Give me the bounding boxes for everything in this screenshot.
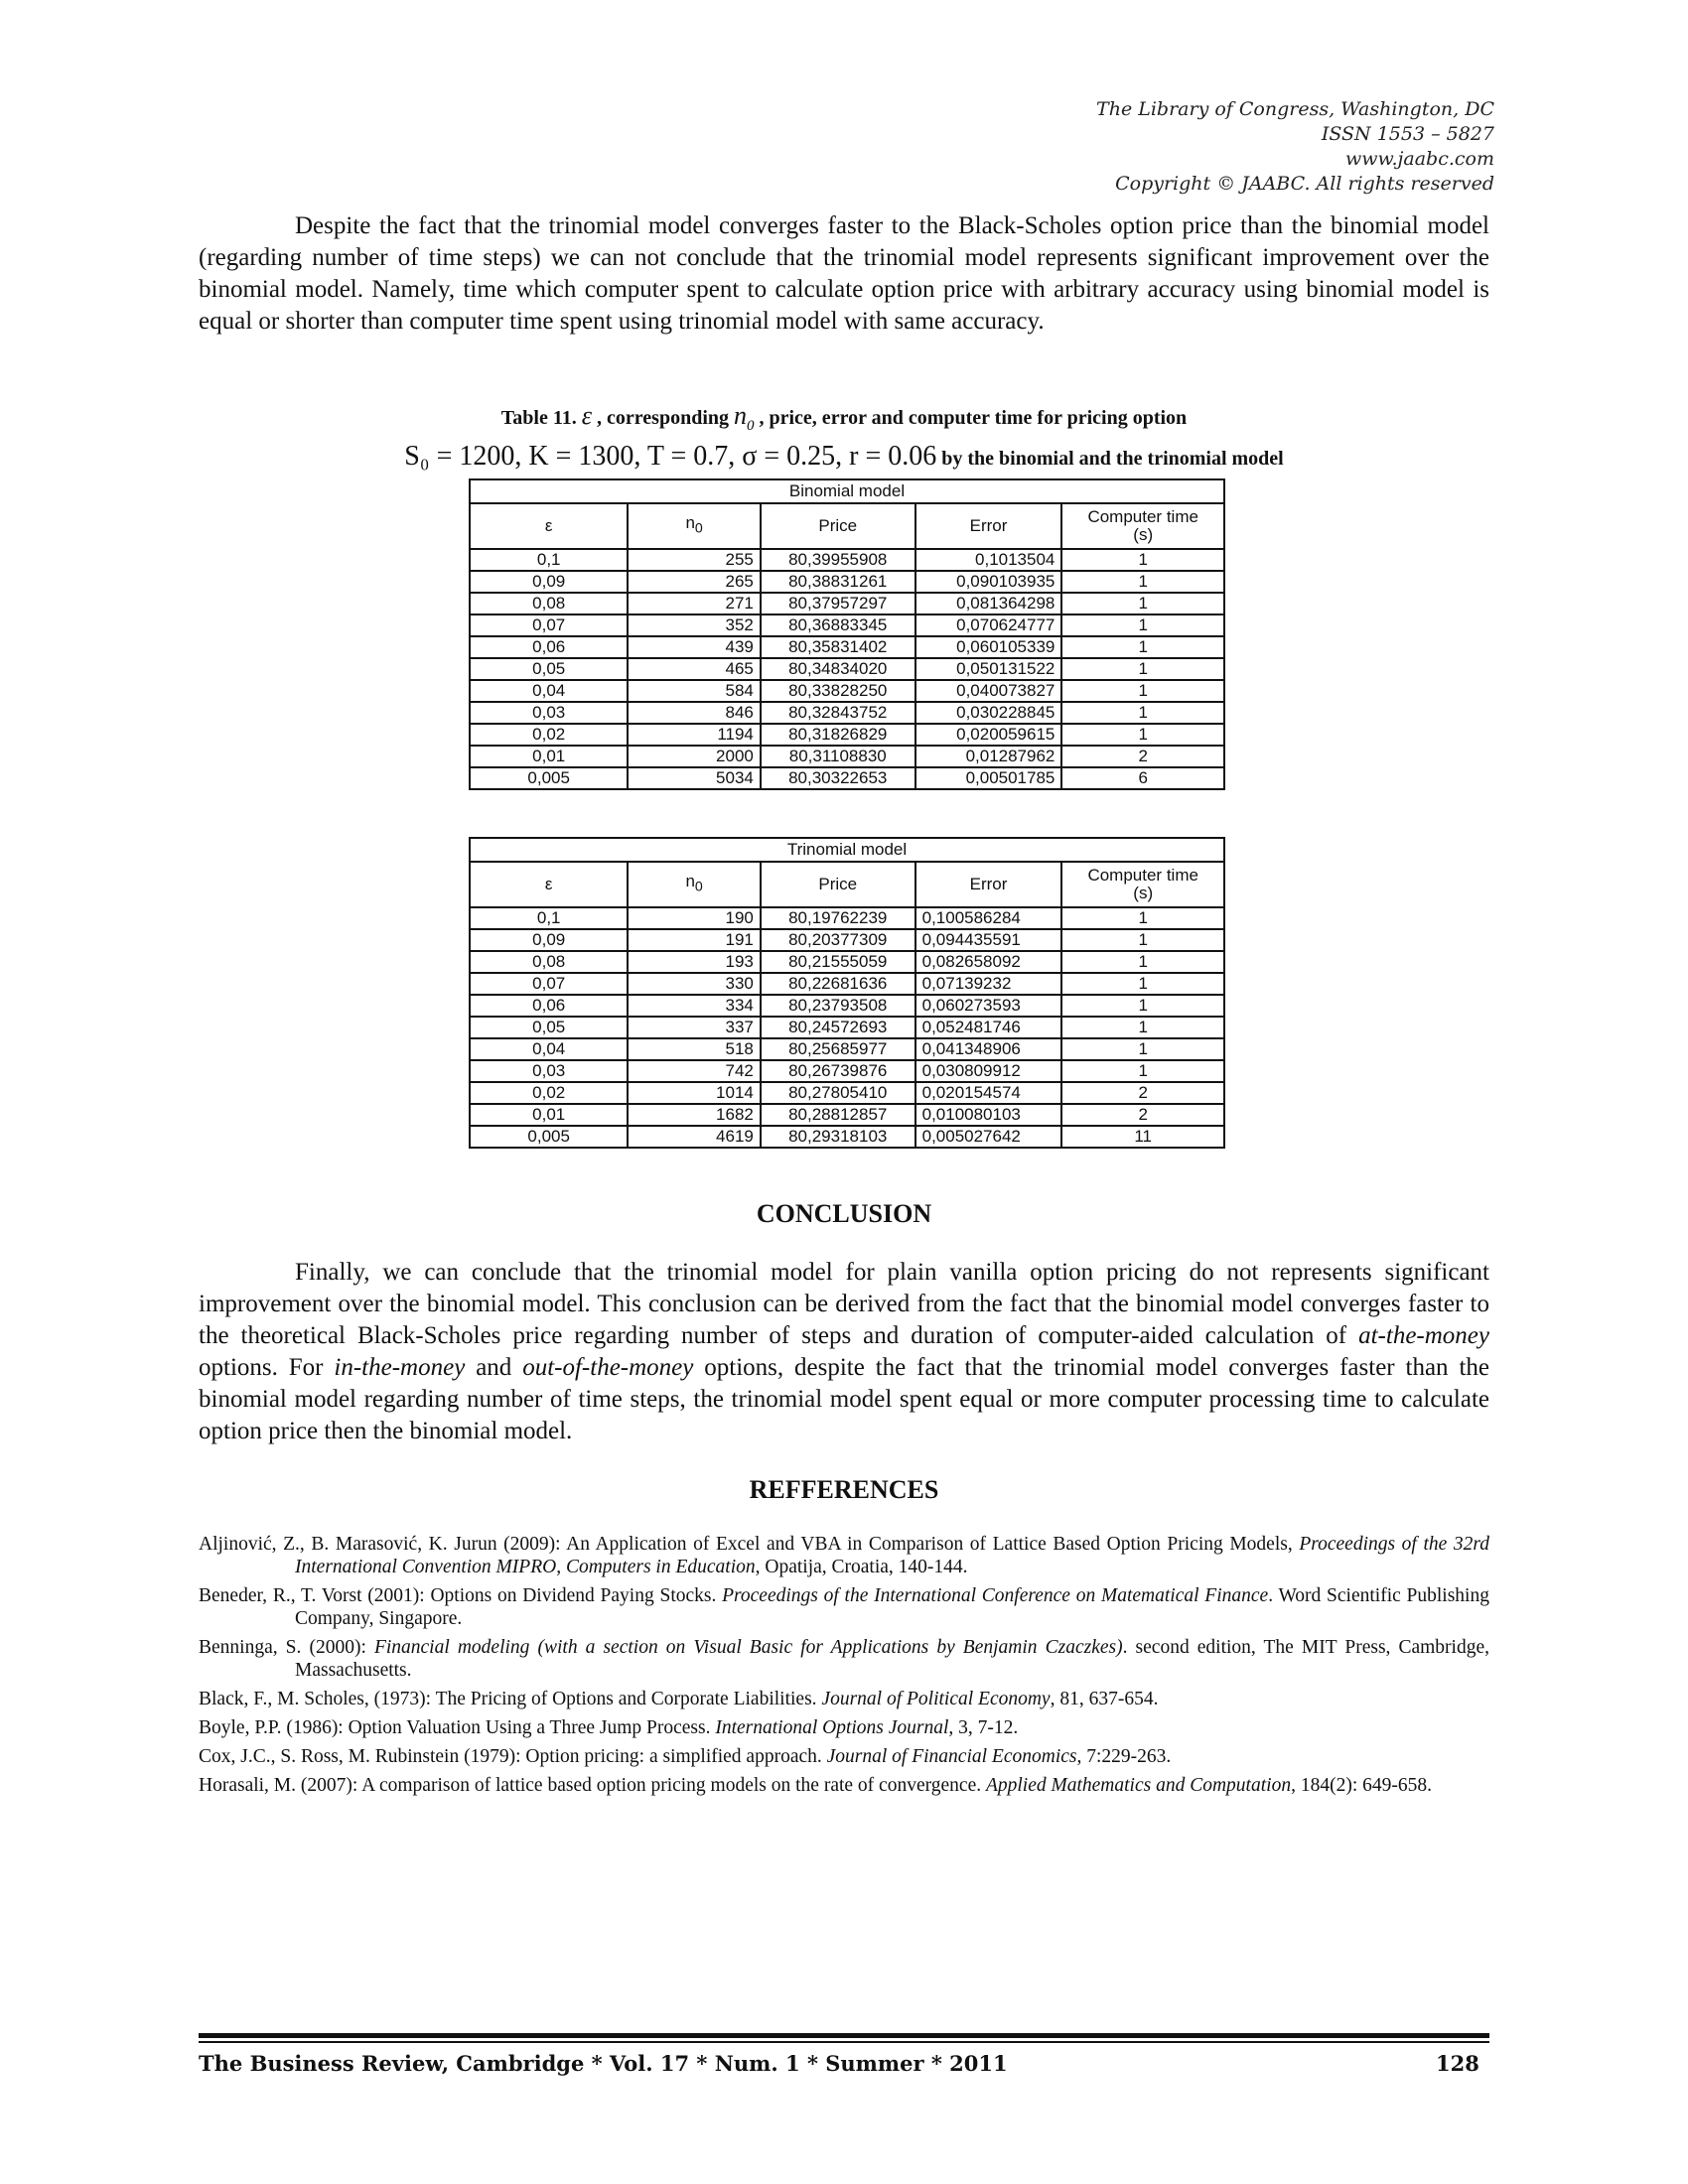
trinomial-cell-computer-time: 1 (1061, 951, 1224, 973)
binomial-cell-computer-time: 1 (1061, 636, 1224, 658)
table-row (470, 1082, 1224, 1104)
reference-part-b: , 184(2): 649-658. (1291, 1775, 1432, 1796)
caption-n0: n (734, 401, 747, 430)
trinomial-cell-error: 0,020154574 (915, 1082, 1062, 1104)
reference-part-a: Boyle, P.P. (1986): Option Valuation Using a Three Jump Process. (199, 1717, 716, 1738)
trinomial-cell-epsilon: 0,09 (470, 929, 628, 951)
binomial-cell-error: 0,040073827 (915, 680, 1062, 702)
binomial-cell-error: 0,01287962 (915, 746, 1062, 767)
trinomial-cell-epsilon: 0,005 (470, 1126, 628, 1148)
binomial-cell-price: 80,31108830 (761, 746, 915, 767)
table-row (470, 549, 1224, 571)
binomial-cell-error: 0,00501785 (915, 767, 1062, 789)
conclusion-em-at-the-money: at-the-money (1358, 1322, 1489, 1349)
footer-rule-thin (199, 2041, 1489, 2043)
trinomial-cell-epsilon: 0,08 (470, 951, 628, 973)
trinomial-cell-n0: 1682 (628, 1104, 761, 1126)
binomial-cell-epsilon: 0,07 (470, 614, 628, 636)
binomial-cell-epsilon: 0,09 (470, 571, 628, 593)
reference-part-i: Proceedings of the 32rd International Convention MIPRO, Computers in Education (295, 1534, 1489, 1577)
trinomial-cell-epsilon: 0,05 (470, 1017, 628, 1038)
table-row (470, 636, 1224, 658)
trinomial-cell-price: 80,23793508 (761, 995, 915, 1017)
reference-part-i: Applied Mathematics and Computation (985, 1775, 1292, 1796)
trinomial-cell-error: 0,094435591 (915, 929, 1062, 951)
binomial-cell-n0: 352 (628, 614, 761, 636)
trinomial-cell-n0: 330 (628, 973, 761, 995)
footer-page-number: 128 (1436, 2051, 1479, 2076)
binomial-cell-n0: 1194 (628, 724, 761, 746)
trinomial-cell-n0: 518 (628, 1038, 761, 1060)
binomial-cell-price: 80,33828250 (761, 680, 915, 702)
binomial-cell-epsilon: 0,05 (470, 658, 628, 680)
binomial-cell-computer-time: 1 (1061, 702, 1224, 724)
binomial-cell-price: 80,36883345 (761, 614, 915, 636)
table-row (470, 614, 1224, 636)
binomial-cell-error: 0,090103935 (915, 571, 1062, 593)
trinomial-cell-computer-time: 1 (1061, 1017, 1224, 1038)
reference-part-a: Horasali, M. (2007): A comparison of lattice based option pricing models on the rate of convergence. (199, 1775, 986, 1796)
trinomial-cell-error: 0,005027642 (915, 1126, 1062, 1148)
trinomial-header-computer-time: Computer time (s) (1061, 862, 1224, 907)
table-row (470, 1017, 1224, 1038)
binomial-cell-price: 80,34834020 (761, 658, 915, 680)
trinomial-cell-computer-time: 1 (1061, 1038, 1224, 1060)
reference-part-b: . Word Scientific Publishing Company, Singapore. (295, 1585, 1489, 1629)
binomial-cell-n0: 265 (628, 571, 761, 593)
trinomial-cell-epsilon: 0,06 (470, 995, 628, 1017)
binomial-cell-epsilon: 0,02 (470, 724, 628, 746)
conclusion-part-4: options, despite the fact that the trinomial model converges faster than the binomial model regarding number of time steps, the trinomial model spent equal or more computer processing time to calculate option price then the binomial model. (199, 1354, 1489, 1444)
binomial-cell-epsilon: 0,06 (470, 636, 628, 658)
trinomial-cell-n0: 334 (628, 995, 761, 1017)
table-row (470, 724, 1224, 746)
trinomial-cell-epsilon: 0,04 (470, 1038, 628, 1060)
binomial-cell-computer-time: 1 (1061, 593, 1224, 614)
reference-part-a: Benninga, S. (2000): (199, 1637, 374, 1658)
trinomial-cell-price: 80,29318103 (761, 1126, 915, 1148)
trinomial-cell-price: 80,26739876 (761, 1060, 915, 1082)
trinomial-cell-error: 0,060273593 (915, 995, 1062, 1017)
trinomial-cell-error: 0,07139232 (915, 973, 1062, 995)
trinomial-cell-computer-time: 2 (1061, 1104, 1224, 1126)
binomial-cell-price: 80,39955908 (761, 549, 915, 571)
caption-part-1: , corresponding (597, 407, 729, 429)
binomial-cell-computer-time: 1 (1061, 680, 1224, 702)
table-caption-line-1 (199, 401, 1489, 435)
intro-paragraph-text: Despite the fact that the trinomial model converges faster to the Black-Scholes option price than the binomial model (regarding number of time steps) we can not conclude that the trinomial model represents significant improvement over the binomial model. Namely, time which computer spent to calculate option price with arbitrary accuracy using binomial model is equal or shorter than computer time spent using trinomial model with same accuracy. (199, 212, 1489, 335)
table-row (470, 593, 1224, 614)
binomial-cell-price: 80,30322653 (761, 767, 915, 789)
trinomial-cell-epsilon: 0,03 (470, 1060, 628, 1082)
binomial-cell-epsilon: 0,04 (470, 680, 628, 702)
references-heading: REFFERENCES (749, 1475, 939, 1504)
table-row (470, 951, 1224, 973)
trinomial-cell-price: 80,24572693 (761, 1017, 915, 1038)
reference-part-a: Black, F., M. Scholes, (1973): The Pricing of Options and Corporate Liabilities. (199, 1689, 822, 1709)
binomial-cell-price: 80,35831402 (761, 636, 915, 658)
binomial-cell-error: 0,060105339 (915, 636, 1062, 658)
table-caption-line-2 (199, 441, 1489, 473)
journal-header (1096, 97, 1494, 197)
reference-part-i: Financial modeling (with a section on Visual Basic for Applications by Benjamin Czaczkes) (373, 1637, 1123, 1658)
table-row (470, 1126, 1224, 1148)
table-row (470, 702, 1224, 724)
caption-part-2: , price, error and computer time for pricing option (759, 407, 1188, 429)
binomial-cell-computer-time: 1 (1061, 614, 1224, 636)
trinomial-cell-price: 80,25685977 (761, 1038, 915, 1060)
caption-n0-sub: 0 (747, 418, 755, 435)
binomial-cell-error: 0,081364298 (915, 593, 1062, 614)
binomial-cell-n0: 271 (628, 593, 761, 614)
table-row (470, 907, 1224, 929)
caption-epsilon: ε (581, 401, 593, 430)
trinomial-cell-n0: 742 (628, 1060, 761, 1082)
trinomial-header-n0: $n_0$ (628, 862, 761, 907)
reference-item (199, 1636, 1489, 1682)
trinomial-header-error: Error (915, 862, 1062, 907)
trinomial-cell-n0: 1014 (628, 1082, 761, 1104)
table-row (470, 929, 1224, 951)
table-row (470, 571, 1224, 593)
binomial-cell-epsilon: 0,01 (470, 746, 628, 767)
header-line-1: The Library of Congress, Washington, DC (1096, 98, 1494, 120)
binomial-cell-computer-time: 1 (1061, 571, 1224, 593)
intro-paragraph (199, 210, 1489, 338)
binomial-header-n0: $n_0$ (628, 503, 761, 549)
reference-part-b: . second edition, The MIT Press, Cambridge, Massachusetts. (295, 1637, 1490, 1681)
trinomial-cell-price: 80,19762239 (761, 907, 915, 929)
caption-part-3: by the binomial and the trinomial model (941, 448, 1284, 470)
reference-part-i: Journal of Political Economy (821, 1689, 1051, 1709)
conclusion-heading: CONCLUSION (756, 1199, 932, 1228)
references-list (199, 1533, 1489, 1803)
conclusion-em-in-the-money: in-the-money (334, 1354, 466, 1381)
binomial-cell-error: 0,1013504 (915, 549, 1062, 571)
reference-item (199, 1533, 1489, 1578)
conclusion-em-out-of-the-money: out-of-the-money (522, 1354, 694, 1381)
header-line-3: www.jaabc.com (1344, 148, 1494, 170)
reference-item (199, 1716, 1489, 1739)
binomial-cell-computer-time: 1 (1061, 724, 1224, 746)
trinomial-cell-epsilon: 0,02 (470, 1082, 628, 1104)
header-line-4: Copyright © JAABC. All rights reserved (1115, 173, 1494, 195)
reference-item (199, 1745, 1489, 1768)
table-row (470, 680, 1224, 702)
binomial-cell-computer-time: 2 (1061, 746, 1224, 767)
footer-journal: The Business Review, Cambridge * Vol. 17 * Num. 1 * Summer * 2011 (199, 2051, 1008, 2076)
binomial-header-error: Error (915, 503, 1062, 549)
binomial-cell-epsilon: 0,1 (470, 549, 628, 571)
binomial-cell-epsilon: 0,005 (470, 767, 628, 789)
binomial-cell-epsilon: 0,03 (470, 702, 628, 724)
binomial-cell-error: 0,030228845 (915, 702, 1062, 724)
reference-part-a: Aljinović, Z., B. Marasović, K. Jurun (2009): An Application of Excel and VBA in Comparison of Lattice Based Option Pricing Models, (199, 1534, 1300, 1555)
trinomial-cell-computer-time: 1 (1061, 995, 1224, 1017)
trinomial-cell-computer-time: 1 (1061, 973, 1224, 995)
trinomial-cell-epsilon: 0,01 (470, 1104, 628, 1126)
table-row (470, 767, 1224, 789)
binomial-cell-error: 0,050131522 (915, 658, 1062, 680)
binomial-cell-epsilon: 0,08 (470, 593, 628, 614)
trinomial-table (469, 837, 1225, 1149)
binomial-cell-n0: 439 (628, 636, 761, 658)
trinomial-cell-error: 0,052481746 (915, 1017, 1062, 1038)
conclusion-part-3: and (465, 1354, 523, 1381)
trinomial-cell-computer-time: 1 (1061, 1060, 1224, 1082)
trinomial-cell-n0: 337 (628, 1017, 761, 1038)
binomial-cell-n0: 5034 (628, 767, 761, 789)
trinomial-cell-computer-time: 1 (1061, 907, 1224, 929)
trinomial-header-epsilon: ε (470, 862, 628, 907)
reference-part-b: , 81, 637-654. (1050, 1689, 1159, 1709)
binomial-cell-price: 80,32843752 (761, 702, 915, 724)
binomial-cell-n0: 465 (628, 658, 761, 680)
n0-subscript: 0 (694, 520, 703, 537)
trinomial-cell-epsilon: 0,1 (470, 907, 628, 929)
trinomial-cell-n0: 4619 (628, 1126, 761, 1148)
trinomial-cell-error: 0,030809912 (915, 1060, 1062, 1082)
binomial-table-title: Binomial model (470, 479, 1224, 503)
binomial-header-epsilon: ε (470, 503, 628, 549)
table-row (470, 1060, 1224, 1082)
trinomial-cell-price: 80,27805410 (761, 1082, 915, 1104)
binomial-cell-error: 0,020059615 (915, 724, 1062, 746)
trinomial-cell-error: 0,041348906 (915, 1038, 1062, 1060)
trinomial-cell-price: 80,21555059 (761, 951, 915, 973)
binomial-cell-price: 80,38831261 (761, 571, 915, 593)
binomial-cell-n0: 584 (628, 680, 761, 702)
table-row (470, 973, 1224, 995)
trinomial-header-price: Price (761, 862, 915, 907)
binomial-header-price: Price (761, 503, 915, 549)
table-row (470, 658, 1224, 680)
n0-subscript: 0 (694, 879, 703, 895)
trinomial-table-title: Trinomial model (470, 838, 1224, 862)
binomial-cell-computer-time: 6 (1061, 767, 1224, 789)
conclusion-part-1: Finally, we can conclude that the trinomial model for plain vanilla option pricing do not represents significant improvement over the binomial model. This conclusion can be derived from the fact that the binomial model converges faster to the theoretical Black-Scholes price regarding number of steps and duration of computer-aided calculation of (199, 1259, 1489, 1349)
conclusion-part-2: options. For (199, 1354, 335, 1381)
binomial-cell-computer-time: 1 (1061, 549, 1224, 571)
binomial-cell-n0: 2000 (628, 746, 761, 767)
binomial-table (469, 478, 1225, 790)
reference-part-i: Journal of Financial Economics (826, 1746, 1077, 1767)
header-line-2: ISSN 1553 – 5827 (1321, 123, 1494, 145)
binomial-cell-computer-time: 1 (1061, 658, 1224, 680)
table-row (470, 1104, 1224, 1126)
reference-part-a: Beneder, R., T. Vorst (2001): Options on Dividend Paying Stocks. (199, 1585, 723, 1606)
reference-part-b: , 7:229-263. (1076, 1746, 1172, 1767)
binomial-header-computer-time: Computer time (s) (1061, 503, 1224, 549)
conclusion-paragraph (199, 1257, 1489, 1447)
trinomial-cell-price: 80,28812857 (761, 1104, 915, 1126)
table-row (470, 995, 1224, 1017)
footer-rule-thick (199, 2033, 1489, 2038)
caption-formula: S₀ = 1200, K = 1300, T = 0.7, σ = 0.25, r = 0.06 (404, 441, 937, 472)
binomial-cell-price: 80,31826829 (761, 724, 915, 746)
trinomial-cell-n0: 190 (628, 907, 761, 929)
reference-part-a: Cox, J.C., S. Ross, M. Rubinstein (1979): Option pricing: a simplified approach. (199, 1746, 827, 1767)
reference-item (199, 1584, 1489, 1630)
trinomial-cell-n0: 193 (628, 951, 761, 973)
trinomial-cell-computer-time: 2 (1061, 1082, 1224, 1104)
caption-label: Table 11. (500, 407, 577, 429)
binomial-cell-error: 0,070624777 (915, 614, 1062, 636)
binomial-cell-n0: 255 (628, 549, 761, 571)
trinomial-cell-computer-time: 11 (1061, 1126, 1224, 1148)
trinomial-cell-n0: 191 (628, 929, 761, 951)
binomial-cell-price: 80,37957297 (761, 593, 915, 614)
reference-part-i: Proceedings of the International Conference on Matematical Finance (722, 1585, 1269, 1606)
reference-item (199, 1688, 1489, 1710)
reference-item (199, 1774, 1489, 1797)
table-row (470, 746, 1224, 767)
trinomial-cell-computer-time: 1 (1061, 929, 1224, 951)
trinomial-cell-price: 80,20377309 (761, 929, 915, 951)
trinomial-cell-error: 0,100586284 (915, 907, 1062, 929)
trinomial-cell-epsilon: 0,07 (470, 973, 628, 995)
trinomial-cell-error: 0,010080103 (915, 1104, 1062, 1126)
binomial-cell-n0: 846 (628, 702, 761, 724)
trinomial-cell-error: 0,082658092 (915, 951, 1062, 973)
table-row (470, 1038, 1224, 1060)
reference-part-b: , Opatija, Croatia, 140-144. (755, 1557, 968, 1577)
trinomial-cell-price: 80,22681636 (761, 973, 915, 995)
reference-part-i: International Options Journal (715, 1717, 949, 1738)
reference-part-b: , 3, 7-12. (948, 1717, 1019, 1738)
